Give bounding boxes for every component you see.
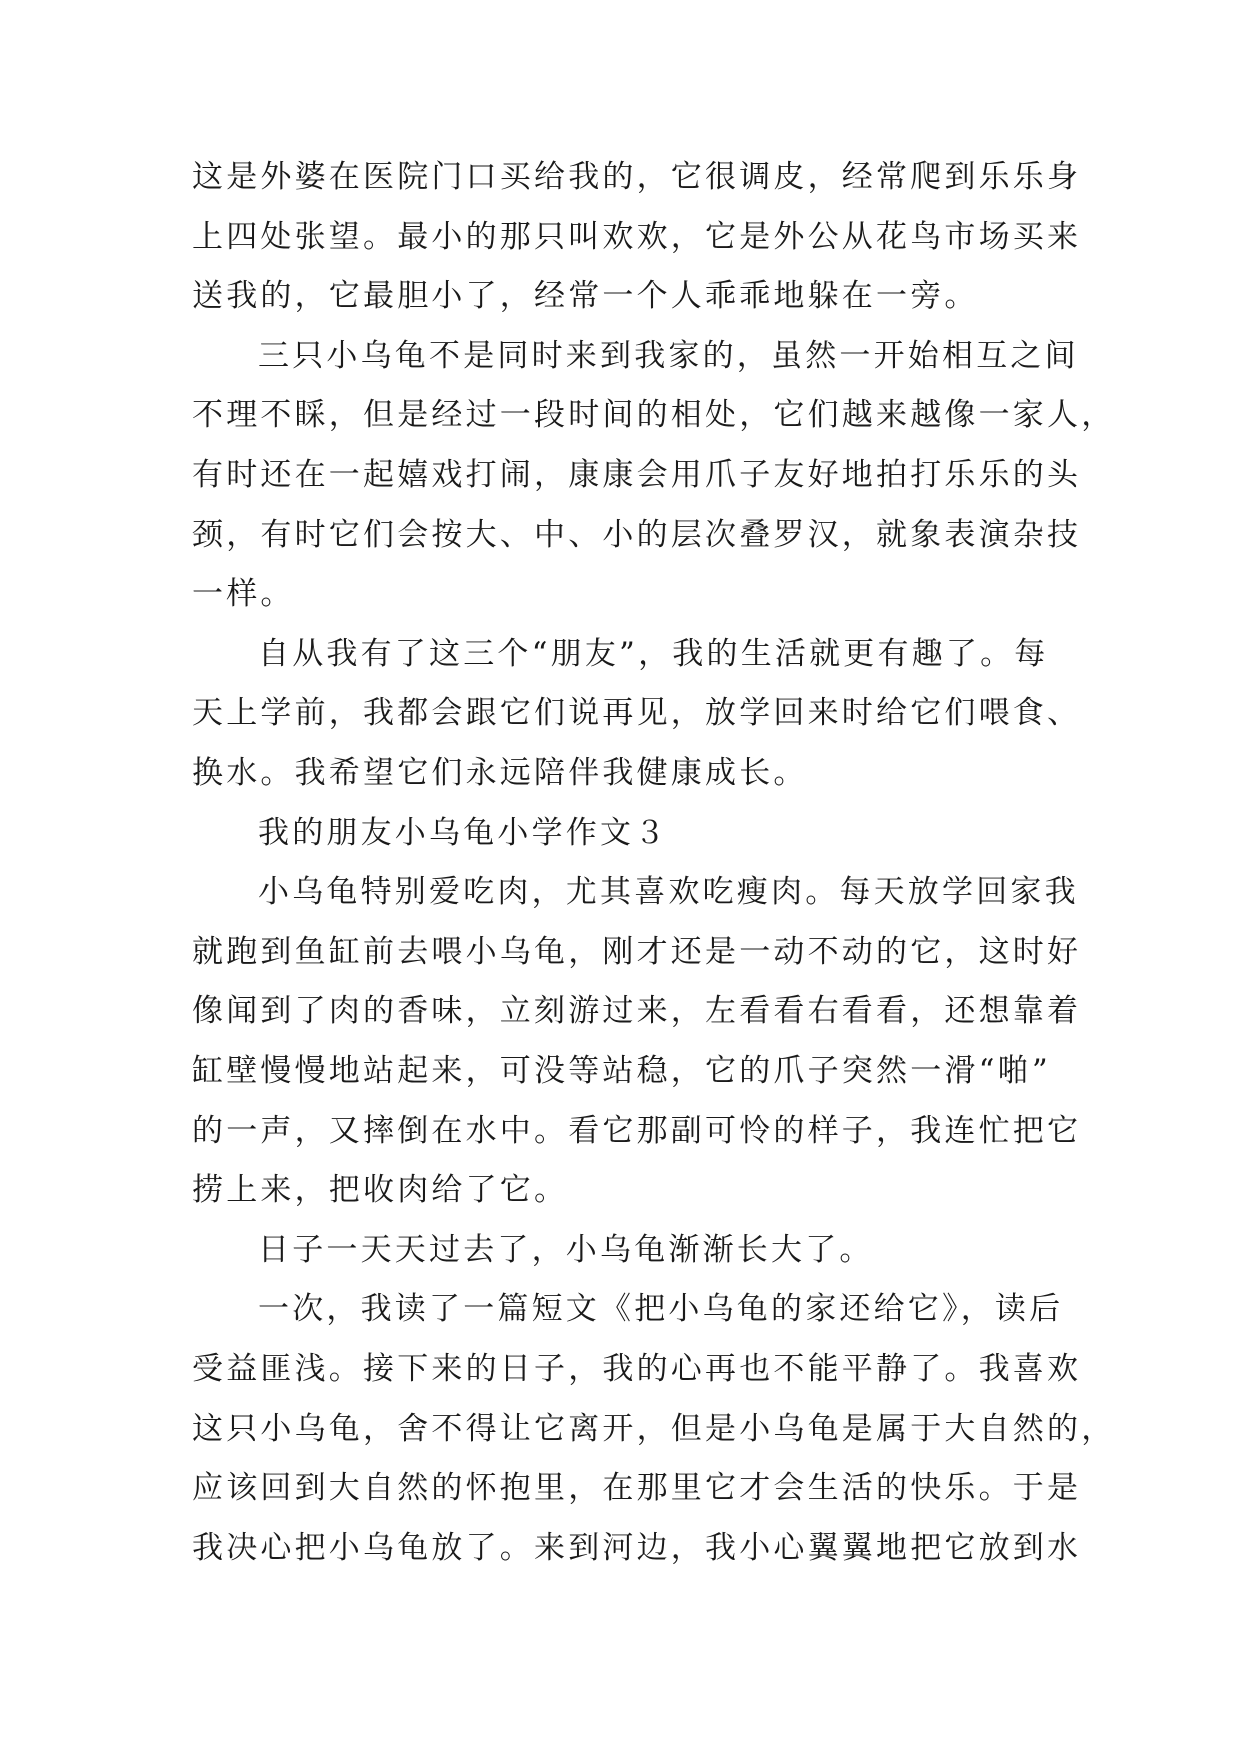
text-line: 一次，我读了一篇短文《把小乌龟的家还给它》，读后 [258, 1291, 1064, 1328]
text-line: 颈，有时它们会按大、中、小的层次叠罗汉，就象表演杂技 [192, 516, 1082, 553]
text-line: 我的朋友小乌龟小学作文３ [258, 814, 669, 851]
text-line: 就跑到鱼缸前去喂小乌龟，刚才还是一动不动的它，这时好 [192, 933, 1082, 970]
text-line: 捞上来，把收肉给了它。 [192, 1172, 569, 1209]
text-line: 不理不睬，但是经过一段时间的相处，它们越来越像一家人， [192, 397, 1116, 434]
text-line: 上四处张望。最小的那只叫欢欢，它是外公从花鸟市场买来 [192, 218, 1082, 255]
text-line: 一样。 [192, 576, 295, 613]
text-line: 小乌龟特别爱吃肉，尤其喜欢吃瘦肉。每天放学回家我 [258, 874, 1079, 911]
text-line: 有时还在一起嬉戏打闹，康康会用爪子友好地拍打乐乐的头 [192, 457, 1082, 493]
text-line: 日子一天天过去了，小乌龟渐渐长大了。 [258, 1231, 874, 1268]
text-line: 应该回到大自然的怀抱里，在那里它才会生活的快乐。于是 [192, 1470, 1082, 1507]
text-line: 我决心把小乌龟放了。来到河边，我小心翼翼地把它放到水 [192, 1529, 1082, 1566]
text-line: 换水。我希望它们永远陪伴我健康成长。 [192, 755, 808, 791]
text-line: 缸壁慢慢地站起来，可没等站稳，它的爪子突然一滑“啪” [192, 1053, 1051, 1089]
text-line: 这是外婆在医院门口买给我的，它很调皮，经常爬到乐乐身 [192, 159, 1082, 195]
text-line: 三只小乌龟不是同时来到我家的，虽然一开始相互之间 [258, 337, 1079, 374]
text-line: 像闻到了肉的香味，立刻游过来，左看看右看看，还想靠着 [192, 993, 1082, 1030]
text-line: 天上学前，我都会跟它们说再见，放学回来时给它们喂食、 [192, 695, 1082, 732]
text-line: 自从我有了这三个“朋友”，我的生活就更有趣了。每 [258, 635, 1049, 672]
text-line: 的一声，又摔倒在水中。看它那副可怜的样子，我连忙把它 [192, 1112, 1082, 1149]
text-line: 送我的，它最胆小了，经常一个人乖乖地躲在一旁。 [192, 278, 979, 315]
text-line: 这只小乌龟，舍不得让它离开，但是小乌龟是属于大自然的， [192, 1410, 1116, 1447]
text-line: 受益匪浅。接下来的日子，我的心再也不能平静了。我喜欢 [192, 1351, 1082, 1387]
